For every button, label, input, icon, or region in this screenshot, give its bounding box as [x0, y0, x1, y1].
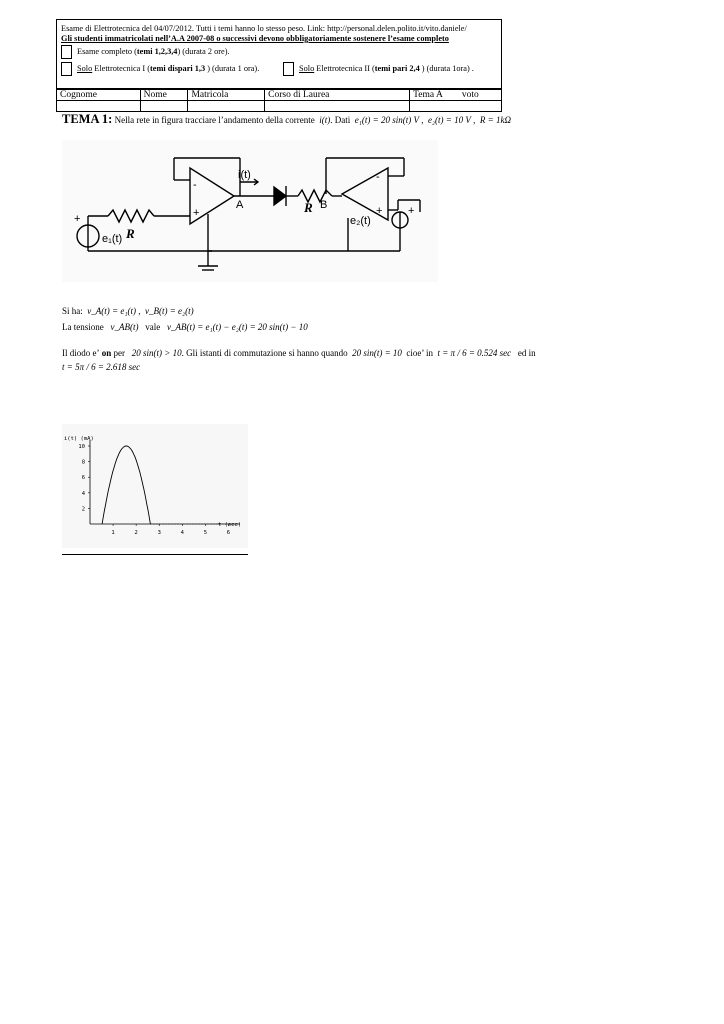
vab-eq: v_AB(t) = e₁(t) − e₂(t) = 20 sin(t) − 10: [166, 322, 308, 332]
opt-el2-post: ) (durata 1ora) .: [419, 63, 474, 73]
ed-in: ed in: [517, 348, 536, 358]
divider-line: [62, 554, 248, 555]
t2: t = 5π / 6 = 2.618 sec: [62, 362, 141, 372]
label-R2: R: [304, 200, 313, 215]
series-line-pulse: [102, 446, 150, 524]
label-node-A: A: [236, 199, 244, 211]
cond: 20 sin(t) > 10: [131, 348, 182, 358]
opt-el1-solo: Solo: [77, 63, 93, 73]
t1: t = π / 6 = 0.524 sec: [437, 348, 512, 358]
student-info-table: [56, 89, 502, 112]
label-plus-1: +: [193, 207, 200, 219]
opt-complete-post: ) (durata 2 ore).: [177, 46, 230, 56]
y-tick-label: 2: [81, 506, 85, 513]
cognome-field[interactable]: [57, 101, 141, 112]
voto-label: voto: [461, 90, 479, 100]
current-plot: [62, 424, 248, 548]
tensione: La tensione: [62, 322, 104, 332]
corso-label: Corso di Laurea: [265, 90, 410, 101]
tema1-e1: e₁(t) = 20 sin(t) V: [354, 115, 419, 125]
label-minus-1: -: [193, 179, 197, 191]
opt-el1-pre: Elettrotecnica I (: [92, 63, 151, 73]
tema1-current: i(t): [319, 115, 331, 125]
tema1-R: R = 1kΩ: [479, 115, 511, 125]
label-plus-e1: +: [74, 213, 81, 225]
checkbox-complete[interactable]: [61, 45, 72, 59]
x-tick-label: 4: [180, 530, 184, 536]
x-tick-label: 6: [226, 530, 231, 536]
label-plus-2: +: [376, 205, 383, 217]
circuit-diagram: [62, 140, 438, 282]
matricola-label: Matricola: [188, 90, 265, 101]
option-elettrotecnica-1[interactable]: [61, 62, 259, 76]
header-line-2: Gli studenti immatricolati nell’A.A 2007-08 o successivi devono obbligatoriamente sostenere l’esame completo: [61, 34, 449, 43]
istanti: . Gli istanti di commutazione si hanno quando: [181, 348, 348, 358]
va-eq: v_A(t) = e₁(t): [87, 306, 136, 316]
si-ha: Si ha:: [62, 306, 83, 316]
solution-line-1: Si ha: v_A(t) = e₁(t) , v_B(t) = e₂(t): [62, 306, 194, 316]
opt-complete-bold: temi 1,2,3,4: [136, 46, 178, 56]
x-tick-label: 1: [111, 530, 115, 536]
opt-el1-bold: temi dispari 1,3: [150, 63, 206, 73]
vab: v_AB(t): [110, 322, 139, 332]
cognome-label: Cognome: [57, 90, 141, 101]
corso-field[interactable]: [265, 101, 410, 112]
tema1-text: Nella rete in figura tracciare l’andamento della corrente: [114, 115, 315, 125]
tema1-label: TEMA 1:: [62, 112, 113, 126]
x-tick-label: 2: [134, 530, 138, 536]
option-complete[interactable]: [61, 45, 230, 59]
header-line-1: Esame di Elettrotecnica del 04/07/2012. Tutti i temi hanno lo stesso peso. Link: http://personal.delen.polito.it/vito.daniele/: [61, 24, 467, 33]
option-elettrotecnica-2[interactable]: [283, 62, 474, 76]
tema-voto-field[interactable]: [410, 101, 502, 112]
vale: vale: [145, 322, 161, 332]
vb-eq: v_B(t) = e₂(t): [144, 306, 194, 316]
nome-label: Nome: [140, 90, 188, 101]
tema1-statement: TEMA 1: Nella rete in figura tracciare l’andamento della corrente i(t). Dati e₁(t) = 20 sin(t) V , e₂(t) = 10 V , R = 1kΩ: [62, 112, 511, 126]
cond2: 20 sin(t) = 10: [352, 348, 402, 358]
diodo-pre: Il diodo e’: [62, 348, 100, 358]
y-tick-label: 6: [81, 475, 85, 482]
tema-label: Tema A: [413, 90, 443, 100]
tema1-dati: . Dati: [330, 115, 351, 125]
label-node-B: B: [320, 199, 328, 211]
exam-header: [56, 19, 502, 89]
label-e1: e₁(t): [102, 233, 123, 245]
label-i: i(t): [238, 169, 251, 181]
solution-line-4: [62, 362, 140, 372]
solution-line-2: [62, 322, 308, 332]
opt-el2-pre: Elettrotecnica II (: [314, 63, 375, 73]
opt-el2-solo: Solo: [299, 63, 315, 73]
x-tick-label: 5: [203, 530, 208, 536]
solution-line-3: [62, 348, 536, 358]
label-minus-2: -: [376, 171, 380, 183]
checkbox-el2[interactable]: [283, 62, 294, 76]
opt-complete-pre: Esame completo (: [77, 46, 137, 56]
y-tick-label: 10: [78, 444, 85, 450]
y-axis-label: i(t) (mA): [64, 436, 94, 442]
y-tick-label: 4: [81, 490, 85, 497]
y-tick-label: 8: [81, 459, 85, 466]
x-axis-label: t (sec): [218, 522, 242, 528]
x-tick-label: 3: [157, 530, 161, 536]
nome-field[interactable]: [140, 101, 188, 112]
per: per: [113, 348, 126, 358]
label-R1: R: [126, 226, 135, 241]
tema1-e2: e₂(t) = 10 V: [427, 115, 471, 125]
diodo-on: on: [101, 348, 112, 358]
checkbox-el1[interactable]: [61, 62, 72, 76]
cioe: cioe’ in: [406, 348, 433, 358]
label-plus-e2: +: [408, 205, 415, 217]
opt-el1-post: ) (durata 1 ora).: [205, 63, 260, 73]
opt-el2-bold: temi pari 2,4: [374, 63, 420, 73]
matricola-field[interactable]: [188, 101, 265, 112]
label-e2: e₂(t): [350, 215, 371, 227]
tema-voto-label: [410, 90, 502, 101]
